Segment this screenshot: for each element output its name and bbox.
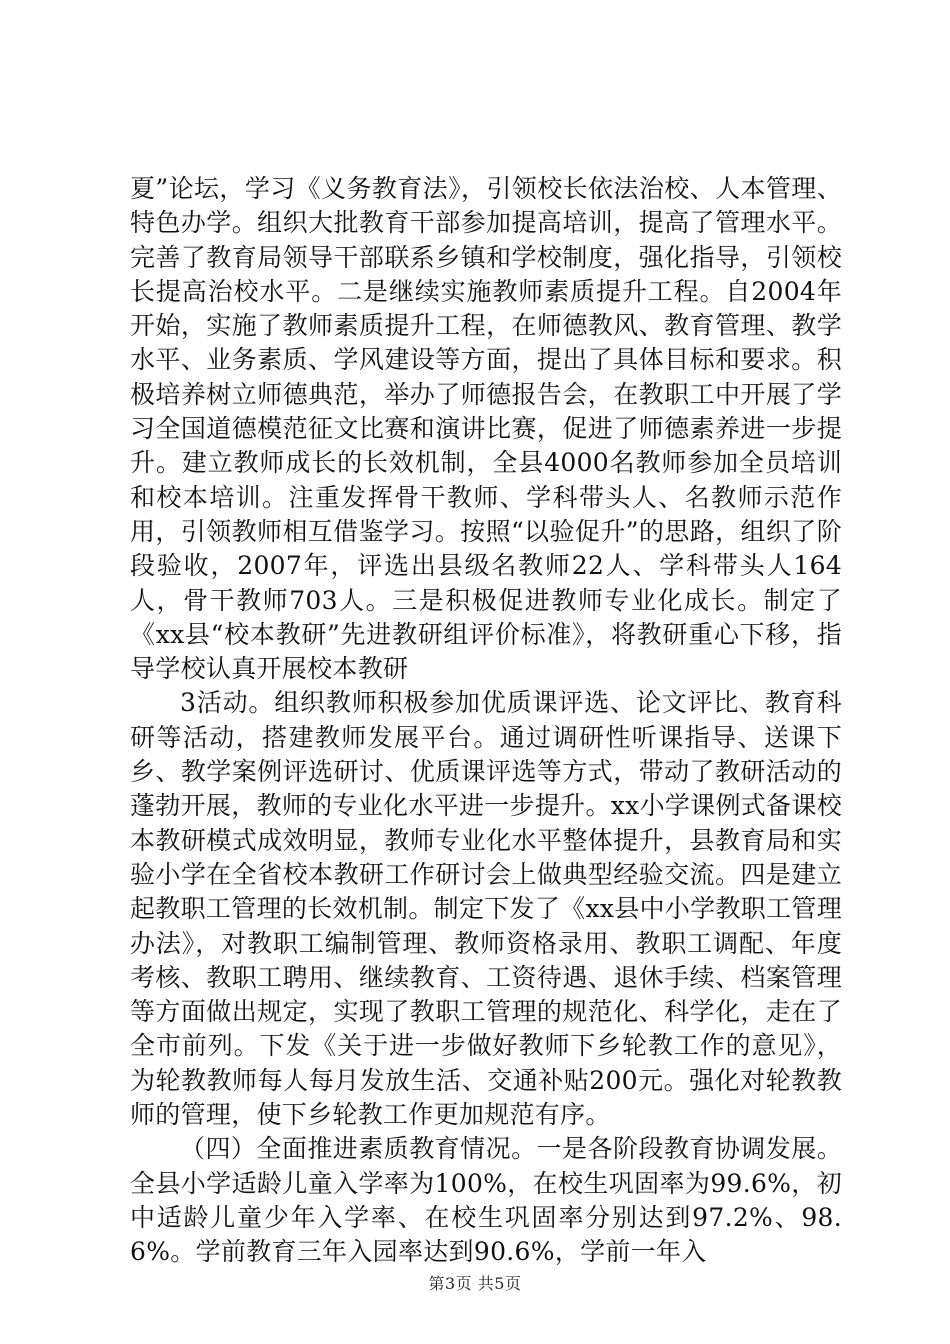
paragraph-3: （四）全面推进素质教育情况。一是各阶段教育协调发展。全县小学适龄儿童入学率为100%，在校生巩固率为99.6%，初中适龄儿童少年入学率、在校生巩固率分别达到97.2%、98.6%。学前教育三年入园率达到90.6%，学前一年入 (130, 1134, 842, 1267)
body-text (130, 172, 842, 1270)
paragraph-2: 3活动。组织教师积极参加优质课评选、论文评比、教育科研等活动，搭建教师发展平台。通过调研性听课指导、送课下乡、教学案例评选研讨、优质课评选等方式，带动了教研活动的蓬勃开展，教师的专业化水平进一步提升。xx小学课例式备课校本教研模式成效明显，教师专业化水平整体提升，县教育局和实验小学在全省校本教研工作研讨会上做典型经验交流。四是建立起教职工管理的长效机制。制定下发了《xx县中小学教职工管理办法》，对教职工编制管理、教师资格录用、教职工调配、年度考核、教职工聘用、继续教育、工资待遇、退休手续、档案管理等方面做出规定，实现了教职工管理的规范化、科学化，走在了全市前列。下发《关于进一步做好教师下乡轮教工作的意见》，为轮教教师每人每月发放生活、交通补贴200元。强化对轮教教师的管理，使下乡轮教工作更加规范有序。 (130, 688, 842, 1130)
paragraph-1: 夏”论坛，学习《义务教育法》，引领校长依法治校、人本管理、特色办学。组织大批教育干部参加提高培训，提高了管理水平。完善了教育局领导干部联系乡镇和学校制度，强化指导，引领校长提高治校水平。二是继续实施教师素质提升工程。自2004年开始，实施了教师素质提升工程，在师德教风、教育管理、教学水平、业务素质、学风建设等方面，提出了具体目标和要求。积极培养树立师德典范，举办了师德报告会，在教职工中开展了学习全国道德模范征文比赛和演讲比赛，促进了师德素养进一步提升。建立教师成长的长效机制，全县4000名教师参加全员培训和校本培训。注重发挥骨干教师、学科带头人、名教师示范作用，引领教师相互借鉴学习。按照“以验促升”的思路，组织了阶段验收，2007年，评选出县级名教师22人、学科带头人164人，骨干教师703人。三是积极促进教师专业化成长。制定了《xx县“校本教研”先进教研组评价标准》，将教研重心下移，指导学校认真开展校本教研 (130, 174, 842, 684)
page-footer: 第3页 共5页 (428, 1274, 522, 1293)
